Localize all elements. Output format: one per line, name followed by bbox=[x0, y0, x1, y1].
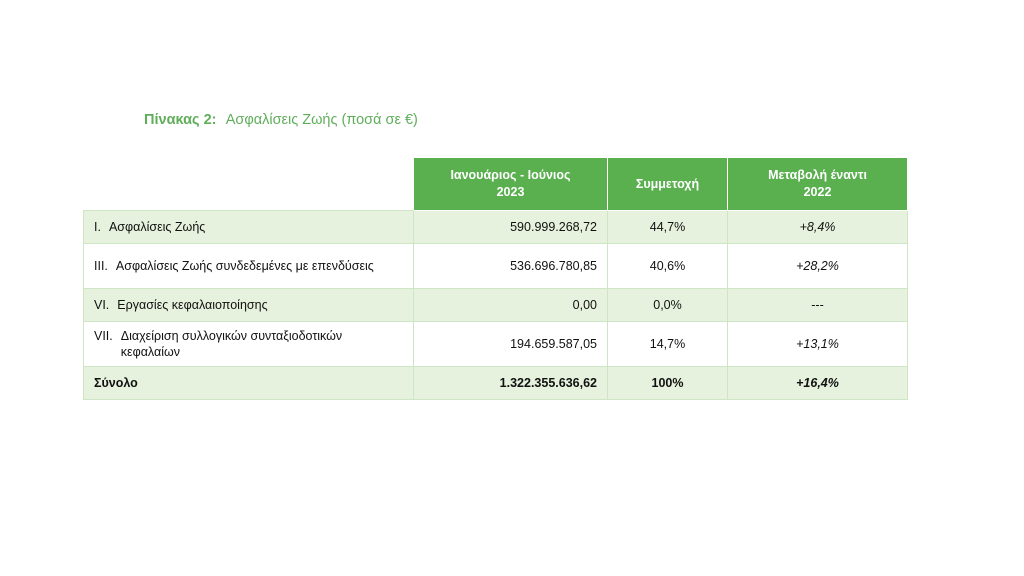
table-row bbox=[84, 322, 908, 367]
table-total-row bbox=[84, 367, 908, 400]
table-row bbox=[84, 211, 908, 244]
row-label-text: Ασφαλίσεις Ζωής bbox=[108, 220, 206, 234]
row-amount: 590.999.268,72 bbox=[414, 211, 608, 244]
table-header-row bbox=[84, 158, 908, 211]
row-amount: 194.659.587,05 bbox=[414, 322, 608, 367]
row-amount: 0,00 bbox=[414, 289, 608, 322]
row-label-text: Εργασίες κεφαλαιοποίησης bbox=[117, 298, 268, 312]
row-roman-numeral: I. bbox=[94, 220, 101, 234]
row-label-text: Διαχείριση συλλογικών συνταξιοδοτικών κεφαλαίων bbox=[120, 329, 343, 359]
header-change-line2: 2022 bbox=[803, 185, 832, 199]
row-change: --- bbox=[728, 289, 908, 322]
row-share: 44,7% bbox=[608, 211, 728, 244]
row-share: 40,6% bbox=[608, 244, 728, 289]
header-change-line1: Μεταβολή έναντι bbox=[768, 168, 867, 182]
total-share: 100% bbox=[608, 367, 728, 400]
row-roman-numeral: III. bbox=[94, 259, 108, 273]
row-share: 14,7% bbox=[608, 322, 728, 367]
table-row bbox=[84, 244, 908, 289]
header-share: Συμμετοχή bbox=[608, 158, 728, 211]
header-period-line2: 2023 bbox=[496, 185, 525, 199]
header-period bbox=[414, 158, 608, 211]
row-change: +13,1% bbox=[728, 322, 908, 367]
row-change: +8,4% bbox=[728, 211, 908, 244]
row-label bbox=[84, 211, 414, 244]
row-share: 0,0% bbox=[608, 289, 728, 322]
header-change bbox=[728, 158, 908, 211]
header-period-line1: Ιανουάριος - Ιούνιος bbox=[450, 168, 571, 182]
row-label bbox=[84, 289, 414, 322]
table-caption bbox=[144, 112, 418, 128]
row-label-text: Ασφαλίσεις Ζωής συνδεδεμένες με επενδύσεις bbox=[115, 259, 374, 273]
row-roman-numeral: VI. bbox=[94, 298, 110, 312]
row-change: +28,2% bbox=[728, 244, 908, 289]
total-change: +16,4% bbox=[728, 367, 908, 400]
life-insurance-table bbox=[83, 157, 908, 400]
caption-title: Ασφαλίσεις Ζωής (ποσά σε €) bbox=[225, 112, 418, 128]
total-amount: 1.322.355.636,62 bbox=[414, 367, 608, 400]
table-row bbox=[84, 289, 908, 322]
row-label bbox=[84, 244, 414, 289]
row-label bbox=[84, 322, 414, 367]
row-amount: 536.696.780,85 bbox=[414, 244, 608, 289]
total-label: Σύνολο bbox=[84, 367, 414, 400]
header-blank-cell bbox=[84, 158, 414, 211]
row-roman-numeral: VII. bbox=[94, 329, 113, 343]
caption-label: Πίνακας 2: bbox=[144, 112, 217, 128]
